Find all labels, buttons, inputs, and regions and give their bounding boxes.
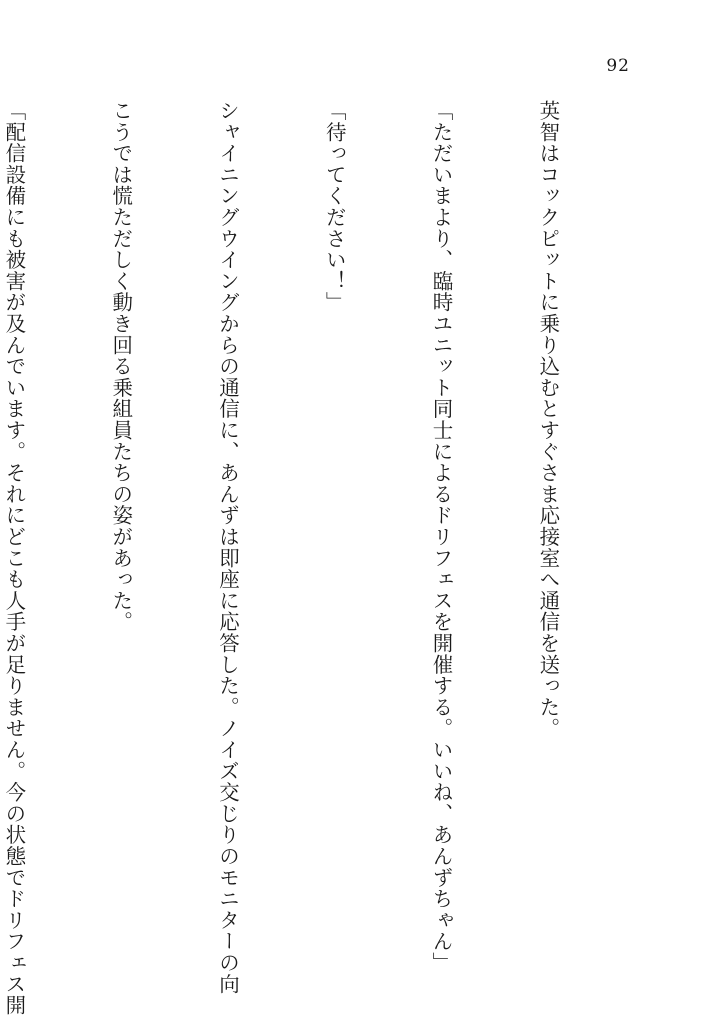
text-line: 「待ってください！」 xyxy=(322,100,347,313)
page-number: 92 xyxy=(606,56,630,76)
text-line: 「配信設備にも被害が及んでいます。それにどこも人手が足りません。今の状態でドリフェス開 xyxy=(1,100,26,1016)
text-line: 英智はコックピットに乗り込むとすぐさま応接室へ通信を送った。 xyxy=(535,100,560,739)
text-line: 「ただいまより、臨時ユニット同士によるドリフェスを開催する。いいね、あんずちゃん」 xyxy=(429,100,454,974)
text-line: こうでは慌ただしく動き回る乗組員たちの姿があった。 xyxy=(108,100,133,633)
text-line: シャイニングウイングからの通信に、あんずは即座に応答した。ノイズ交じりのモニターの向 xyxy=(215,100,240,995)
body-text xyxy=(0,100,636,1016)
